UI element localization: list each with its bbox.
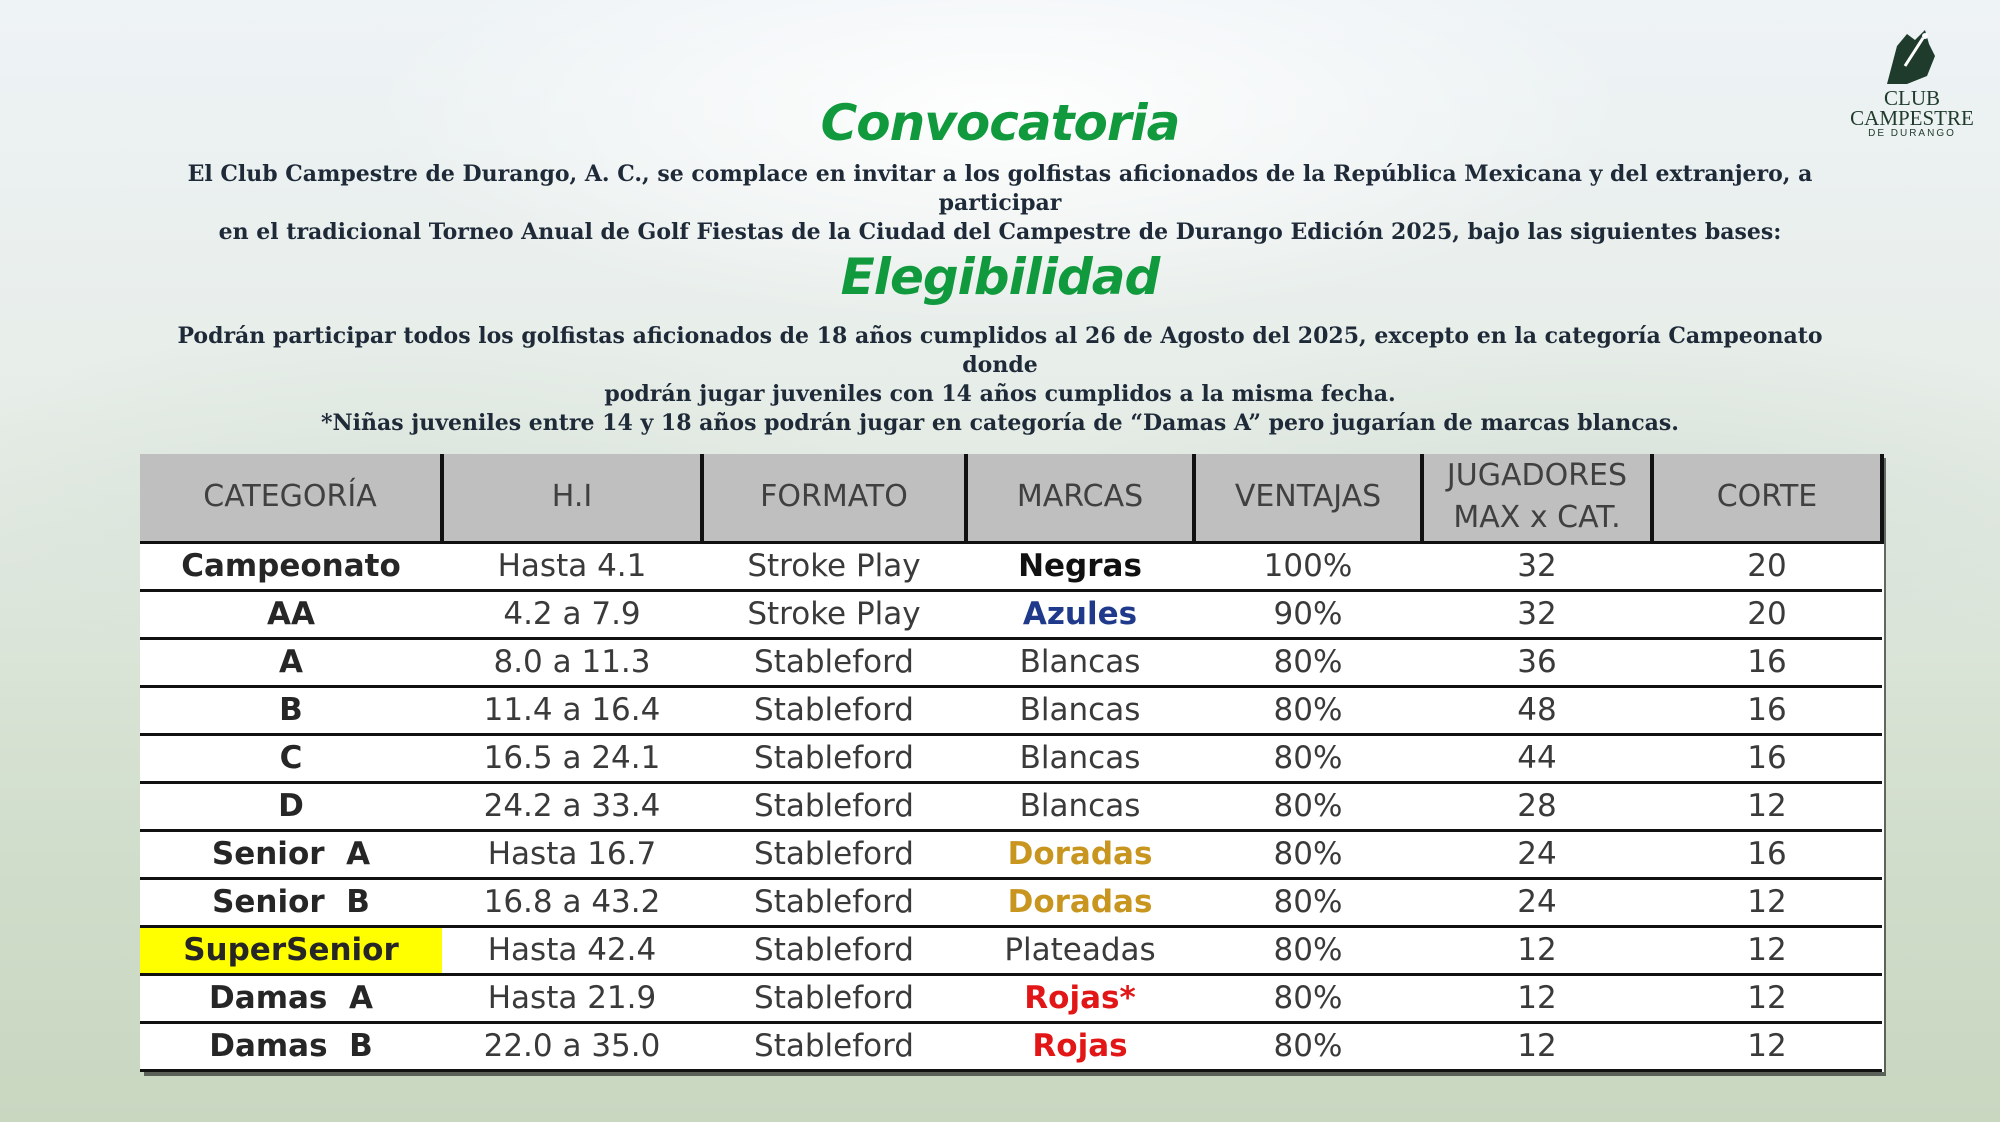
cell-hi: 11.4 a 16.4 <box>442 686 702 734</box>
cell-marcas: Rojas <box>966 1022 1194 1070</box>
cell-marcas: Plateadas <box>966 926 1194 974</box>
cell-categoria: Damas B <box>140 1022 442 1070</box>
header-hi: H.I <box>442 454 702 542</box>
logo-de-durango: DE DURANGO <box>1868 128 1956 139</box>
cell-categoria: Senior A <box>140 830 442 878</box>
cell-ventajas: 80% <box>1194 926 1422 974</box>
header-formato: FORMATO <box>702 454 966 542</box>
cell-jugadores: 28 <box>1422 782 1652 830</box>
table-row <box>140 590 1882 638</box>
cell-hi: 22.0 a 35.0 <box>442 1022 702 1070</box>
convocatoria-text <box>150 160 1850 247</box>
cell-ventajas: 80% <box>1194 686 1422 734</box>
cell-formato: Stableford <box>702 734 966 782</box>
cell-categoria: SuperSenior <box>140 926 442 974</box>
cell-corte: 20 <box>1652 590 1882 638</box>
header-jugadores <box>1422 454 1652 542</box>
convocatoria-line-2: en el tradicional Torneo Anual de Golf Fiestas de la Ciudad del Campestre de Durango Edición 2025, bajo las siguientes bases: <box>218 219 1782 245</box>
cell-formato: Stableford <box>702 878 966 926</box>
cell-corte: 16 <box>1652 638 1882 686</box>
cell-ventajas: 80% <box>1194 782 1422 830</box>
header-marcas: MARCAS <box>966 454 1194 542</box>
cell-corte: 12 <box>1652 782 1882 830</box>
table-row <box>140 638 1882 686</box>
cell-formato: Stableford <box>702 830 966 878</box>
cell-jugadores: 24 <box>1422 878 1652 926</box>
cell-formato: Stableford <box>702 926 966 974</box>
cell-hi: 8.0 a 11.3 <box>442 638 702 686</box>
cell-formato: Stableford <box>702 782 966 830</box>
table-row <box>140 542 1882 590</box>
cell-marcas: Blancas <box>966 734 1194 782</box>
cell-categoria: Campeonato <box>140 542 442 590</box>
cell-ventajas: 100% <box>1194 542 1422 590</box>
table-row <box>140 878 1882 926</box>
cell-marcas: Doradas <box>966 830 1194 878</box>
cell-jugadores: 24 <box>1422 830 1652 878</box>
cell-ventajas: 80% <box>1194 878 1422 926</box>
cell-marcas: Doradas <box>966 878 1194 926</box>
elegibilidad-line-3: *Niñas juveniles entre 14 y 18 años podrán jugar en categoría de “Damas A” pero jugarían de marcas blancas. <box>321 410 1679 436</box>
cell-jugadores: 12 <box>1422 926 1652 974</box>
header-jugadores-line-1: JUGADORES <box>1446 458 1628 494</box>
cell-jugadores: 44 <box>1422 734 1652 782</box>
cell-jugadores: 32 <box>1422 590 1652 638</box>
cell-hi: 4.2 a 7.9 <box>442 590 702 638</box>
table-row <box>140 782 1882 830</box>
cell-corte: 12 <box>1652 1022 1882 1070</box>
cell-categoria: B <box>140 686 442 734</box>
cell-jugadores: 32 <box>1422 542 1652 590</box>
cell-formato: Stableford <box>702 638 966 686</box>
cell-hi: 24.2 a 33.4 <box>442 782 702 830</box>
cell-hi: Hasta 42.4 <box>442 926 702 974</box>
header-ventajas: VENTAJAS <box>1194 454 1422 542</box>
cell-formato: Stroke Play <box>702 542 966 590</box>
cell-hi: Hasta 16.7 <box>442 830 702 878</box>
cell-ventajas: 80% <box>1194 830 1422 878</box>
cell-categoria: Damas A <box>140 974 442 1022</box>
cell-categoria: AA <box>140 590 442 638</box>
cell-jugadores: 12 <box>1422 1022 1652 1070</box>
header-categoria: CATEGORÍA <box>140 454 442 542</box>
logo-campestre: CAMPESTRE <box>1850 106 1974 130</box>
elegibilidad-text <box>150 322 1850 438</box>
elegibilidad-title: Elegibilidad <box>840 248 1160 306</box>
cell-ventajas: 90% <box>1194 590 1422 638</box>
cell-formato: Stableford <box>702 686 966 734</box>
table-row <box>140 686 1882 734</box>
table-row <box>140 830 1882 878</box>
cell-corte: 12 <box>1652 974 1882 1022</box>
header-corte: CORTE <box>1652 454 1882 542</box>
cell-marcas: Blancas <box>966 782 1194 830</box>
cell-marcas: Blancas <box>966 686 1194 734</box>
golfer-logo-icon <box>1877 26 1947 88</box>
cell-formato: Stroke Play <box>702 590 966 638</box>
cell-corte: 20 <box>1652 542 1882 590</box>
table-row <box>140 1022 1882 1070</box>
cell-categoria: A <box>140 638 442 686</box>
elegibilidad-line-1: Podrán participar todos los golfistas aficionados de 18 años cumplidos al 26 de Agosto del 2025, excepto en la categoría Campeonato donde <box>177 323 1823 378</box>
table-row <box>140 926 1882 974</box>
cell-categoria: Senior B <box>140 878 442 926</box>
cell-corte: 12 <box>1652 878 1882 926</box>
cell-corte: 16 <box>1652 830 1882 878</box>
cell-categoria: C <box>140 734 442 782</box>
cell-ventajas: 80% <box>1194 638 1422 686</box>
table-row <box>140 974 1882 1022</box>
cell-jugadores: 48 <box>1422 686 1652 734</box>
cell-hi: 16.8 a 43.2 <box>442 878 702 926</box>
cell-jugadores: 36 <box>1422 638 1652 686</box>
cell-hi: Hasta 4.1 <box>442 542 702 590</box>
cell-corte: 16 <box>1652 686 1882 734</box>
header-jugadores-line-2: MAX x CAT. <box>1453 500 1621 536</box>
cell-hi: Hasta 21.9 <box>442 974 702 1022</box>
cell-jugadores: 12 <box>1422 974 1652 1022</box>
convocatoria-title: Convocatoria <box>820 94 1180 152</box>
cell-categoria: D <box>140 782 442 830</box>
cell-hi: 16.5 a 24.1 <box>442 734 702 782</box>
cell-formato: Stableford <box>702 974 966 1022</box>
logo-club: CLUB <box>1883 86 1940 110</box>
table-header-row <box>140 454 1882 542</box>
cell-marcas: Blancas <box>966 638 1194 686</box>
cell-corte: 16 <box>1652 734 1882 782</box>
elegibilidad-line-2: podrán jugar juveniles con 14 años cumplidos a la misma fecha. <box>604 381 1396 407</box>
cell-formato: Stableford <box>702 1022 966 1070</box>
convocatoria-line-1: El Club Campestre de Durango, A. C., se complace en invitar a los golfistas aficionados de la República Mexicana y del extranjero, a participar <box>187 161 1813 216</box>
table-row <box>140 734 1882 782</box>
categories-table <box>140 454 1882 1072</box>
cell-ventajas: 80% <box>1194 1022 1422 1070</box>
cell-marcas: Negras <box>966 542 1194 590</box>
cell-ventajas: 80% <box>1194 734 1422 782</box>
cell-marcas: Azules <box>966 590 1194 638</box>
cell-ventajas: 80% <box>1194 974 1422 1022</box>
cell-corte: 12 <box>1652 926 1882 974</box>
cell-marcas: Rojas* <box>966 974 1194 1022</box>
